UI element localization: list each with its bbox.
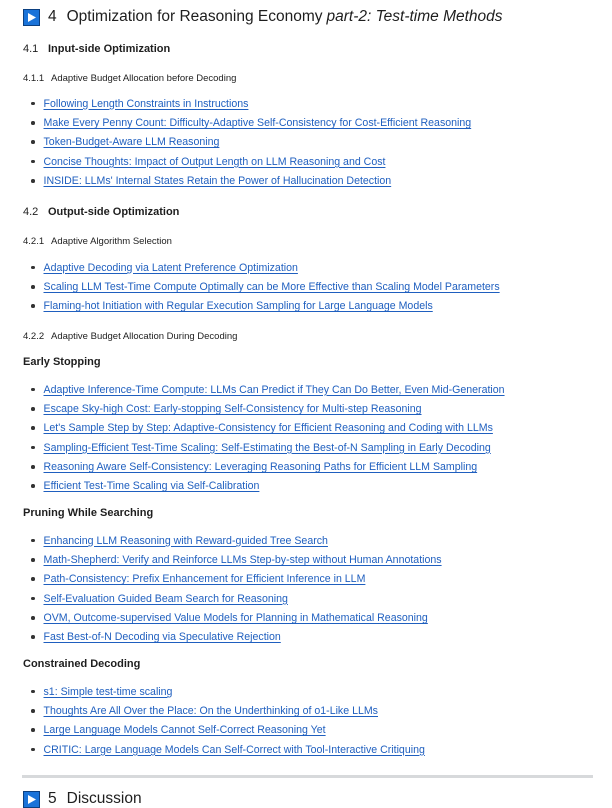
list-item xyxy=(31,171,471,190)
list-item xyxy=(31,419,505,438)
list-item xyxy=(31,438,505,457)
paper-link[interactable]: Adaptive Inference-Time Compute: LLMs Can Predict if They Can Do Better, Even Mid-Generation xyxy=(43,383,505,396)
section-number: 4 xyxy=(48,8,57,25)
subsection-heading-input-side: 4.1 Input-side Optimization xyxy=(23,43,171,55)
list-item xyxy=(31,627,442,646)
list-item xyxy=(31,570,442,589)
paper-link[interactable]: Token-Budget-Aware LLM Reasoning xyxy=(43,136,220,149)
list-item xyxy=(31,550,442,569)
list-item xyxy=(31,113,471,132)
paragraph-heading-pruning: Pruning While Searching xyxy=(23,507,154,519)
section-title: Optimization for Reasoning Economy xyxy=(66,8,323,25)
section-heading xyxy=(23,8,503,26)
link-list-budget-before-decoding xyxy=(31,94,471,190)
subsubsection-heading-budget-before-decoding: 4.1.1 Adaptive Budget Allocation before Decoding xyxy=(23,73,237,84)
list-item xyxy=(31,258,500,277)
subsection-heading-output-side: 4.2 Output-side Optimization xyxy=(23,206,180,218)
paper-link[interactable]: OVM, Outcome-supervised Value Models for Planning in Mathematical Reasoning xyxy=(43,611,428,624)
paper-link[interactable]: INSIDE: LLMs' Internal States Retain the Power of Hallucination Detection xyxy=(43,174,392,187)
paper-link[interactable]: Let's Sample Step by Step: Adaptive-Consistency for Efficient Reasoning and Coding with LLMs xyxy=(43,422,493,435)
list-item xyxy=(31,399,505,418)
paper-link[interactable]: Escape Sky-high Cost: Early-stopping Self-Consistency for Multi-step Reasoning xyxy=(43,402,422,415)
paper-link[interactable]: Math-Shepherd: Verify and Reinforce LLMs Step-by-step without Human Annotations xyxy=(43,553,442,566)
list-item xyxy=(31,297,500,316)
list-item xyxy=(31,133,471,152)
paper-link[interactable]: Thoughts Are All Over the Place: On the Underthinking of o1-Like LLMs xyxy=(43,704,378,717)
paragraph-heading-early-stopping: Early Stopping xyxy=(23,356,101,368)
play-icon[interactable] xyxy=(23,791,40,808)
list-item xyxy=(31,721,425,740)
list-item xyxy=(31,457,505,476)
paper-link[interactable]: Path-Consistency: Prefix Enhancement for Efficient Inference in LLM xyxy=(43,573,366,586)
paper-link[interactable]: Fast Best-of-N Decoding via Speculative Rejection xyxy=(43,631,281,644)
paper-link[interactable]: Sampling-Efficient Test-Time Scaling: Self-Estimating the Best-of-N Sampling in Early Decoding xyxy=(43,441,491,454)
paper-link[interactable]: Enhancing LLM Reasoning with Reward-guided Tree Search xyxy=(43,534,328,547)
list-item xyxy=(31,476,505,495)
paper-link[interactable]: Large Language Models Cannot Self-Correct Reasoning Yet xyxy=(43,724,326,737)
link-list-algorithm-selection xyxy=(31,258,500,316)
paper-link[interactable]: s1: Simple test-time scaling xyxy=(43,685,173,698)
list-item xyxy=(31,589,442,608)
list-item xyxy=(31,277,500,296)
paper-link[interactable]: Scaling LLM Test-Time Compute Optimally can be More Effective than Scaling Model Parameters xyxy=(43,280,500,293)
subsubsection-heading-algorithm-selection: 4.2.1 Adaptive Algorithm Selection xyxy=(23,236,172,247)
subsubsection-heading-budget-during-decoding: 4.2.2 Adaptive Budget Allocation During Decoding xyxy=(23,331,238,342)
link-list-early-stopping xyxy=(31,380,505,496)
paragraph-heading-constrained-decoding: Constrained Decoding xyxy=(23,658,141,670)
link-list-constrained-decoding xyxy=(31,682,425,759)
next-section-heading xyxy=(23,790,142,808)
section-title: Discussion xyxy=(66,790,142,807)
list-item xyxy=(31,94,471,113)
paper-link[interactable]: Flaming-hot Initiation with Regular Execution Sampling for Large Language Models xyxy=(43,300,433,313)
paper-link[interactable]: Make Every Penny Count: Difficulty-Adaptive Self-Consistency for Cost-Efficient Reasoning xyxy=(43,116,472,129)
paper-link[interactable]: Concise Thoughts: Impact of Output Length on LLM Reasoning and Cost xyxy=(43,155,386,168)
paper-link[interactable]: Reasoning Aware Self-Consistency: Leveraging Reasoning Paths for Efficient LLM Sampling xyxy=(43,460,478,473)
list-item xyxy=(31,740,425,759)
link-list-pruning xyxy=(31,531,442,647)
list-item xyxy=(31,531,442,550)
section-divider xyxy=(22,775,593,778)
section-subtitle: part-2: Test-time Methods xyxy=(326,8,503,25)
list-item xyxy=(31,682,425,701)
list-item xyxy=(31,380,505,399)
list-item xyxy=(31,152,471,171)
play-icon[interactable] xyxy=(23,9,40,26)
paper-link[interactable]: Following Length Constraints in Instructions xyxy=(43,97,249,110)
paper-link[interactable]: Adaptive Decoding via Latent Preference Optimization xyxy=(43,261,298,274)
list-item xyxy=(31,701,425,720)
paper-link[interactable]: Efficient Test-Time Scaling via Self-Calibration xyxy=(43,480,260,493)
paper-link[interactable]: Self-Evaluation Guided Beam Search for Reasoning xyxy=(43,592,288,605)
paper-link[interactable]: CRITIC: Large Language Models Can Self-Correct with Tool-Interactive Critiquing xyxy=(43,743,425,756)
section-number: 5 xyxy=(48,790,57,807)
list-item xyxy=(31,608,442,627)
